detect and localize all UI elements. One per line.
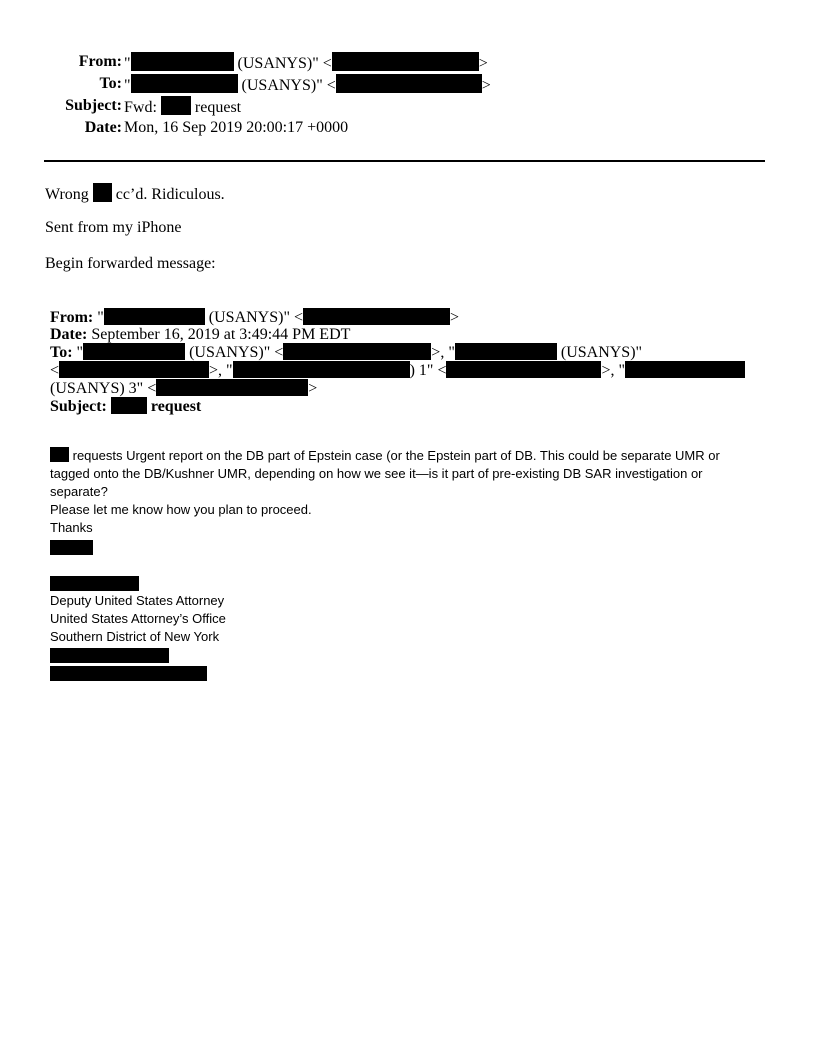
redaction-signature-name <box>50 576 139 591</box>
msg-line-1: requests Urgent report on the DB part of Epstein case (or the Epstein part of DB. This could be separate UMR or <box>50 447 720 465</box>
redaction <box>59 361 209 378</box>
fwd-date: Date: September 16, 2019 at 3:49:44 PM EDT <box>50 326 351 343</box>
redaction <box>156 379 308 396</box>
redaction <box>93 183 112 202</box>
fwd-to-cont: < >, " ) 1" < >, " <box>50 361 750 379</box>
redaction-signature-line-1 <box>50 648 169 663</box>
redaction <box>303 308 450 325</box>
msg-line-2: tagged onto the DB/Kushner UMR, depending on how we see it—is it part of pre-existing DB SAR investigation or <box>50 466 703 481</box>
msg-line-5: Thanks <box>50 520 93 535</box>
date-value: Mon, 16 Sep 2019 20:00:17 +0000 <box>124 119 349 136</box>
signature-district: Southern District of New York <box>50 629 220 644</box>
fwd-to-cont-2: (USANYS) 3" < > <box>50 380 318 397</box>
from-label: From: <box>78 53 122 70</box>
redaction <box>131 52 234 71</box>
signature-block <box>50 592 226 646</box>
fwd-to: To: " (USANYS)" < >, " (USANYS)" <box>50 344 643 361</box>
redaction <box>625 361 745 378</box>
redaction <box>131 74 238 93</box>
msg-line-4: Please let me know how you plan to proceed. <box>50 502 312 517</box>
redaction-signature-line-2 <box>50 666 207 681</box>
redaction-sender-first <box>50 540 93 555</box>
redaction <box>455 343 557 360</box>
body-line-2: Sent from my iPhone <box>45 219 182 236</box>
redaction <box>50 447 69 462</box>
redaction <box>83 343 185 360</box>
fwd-from: From: " (USANYS)" < > <box>50 309 460 326</box>
redaction <box>283 343 431 360</box>
subject-label: Subject: <box>65 97 122 114</box>
body-line-3: Begin forwarded message: <box>45 255 216 272</box>
redaction <box>161 96 191 115</box>
to-value: " (USANYS)" < > <box>124 74 491 96</box>
from-value: " (USANYS)" < > <box>124 52 488 74</box>
forwarded-header <box>50 308 750 415</box>
forwarded-message <box>50 447 720 537</box>
date-label: Date: <box>84 119 122 136</box>
signature-office: United States Attorney’s Office <box>50 611 226 626</box>
redaction <box>446 361 601 378</box>
body-line-1: Wrong cc’d. Ridiculous. <box>45 183 225 205</box>
header-divider <box>44 160 765 162</box>
fwd-subject: Subject: request <box>50 398 202 415</box>
redaction <box>336 74 482 93</box>
redaction <box>233 361 410 378</box>
to-label: To: <box>99 75 122 92</box>
subject-value: Fwd: request <box>124 96 241 118</box>
msg-line-3: separate? <box>50 484 108 499</box>
redaction <box>332 52 479 71</box>
redaction <box>104 308 205 325</box>
signature-title: Deputy United States Attorney <box>50 593 225 608</box>
redaction <box>111 397 147 414</box>
